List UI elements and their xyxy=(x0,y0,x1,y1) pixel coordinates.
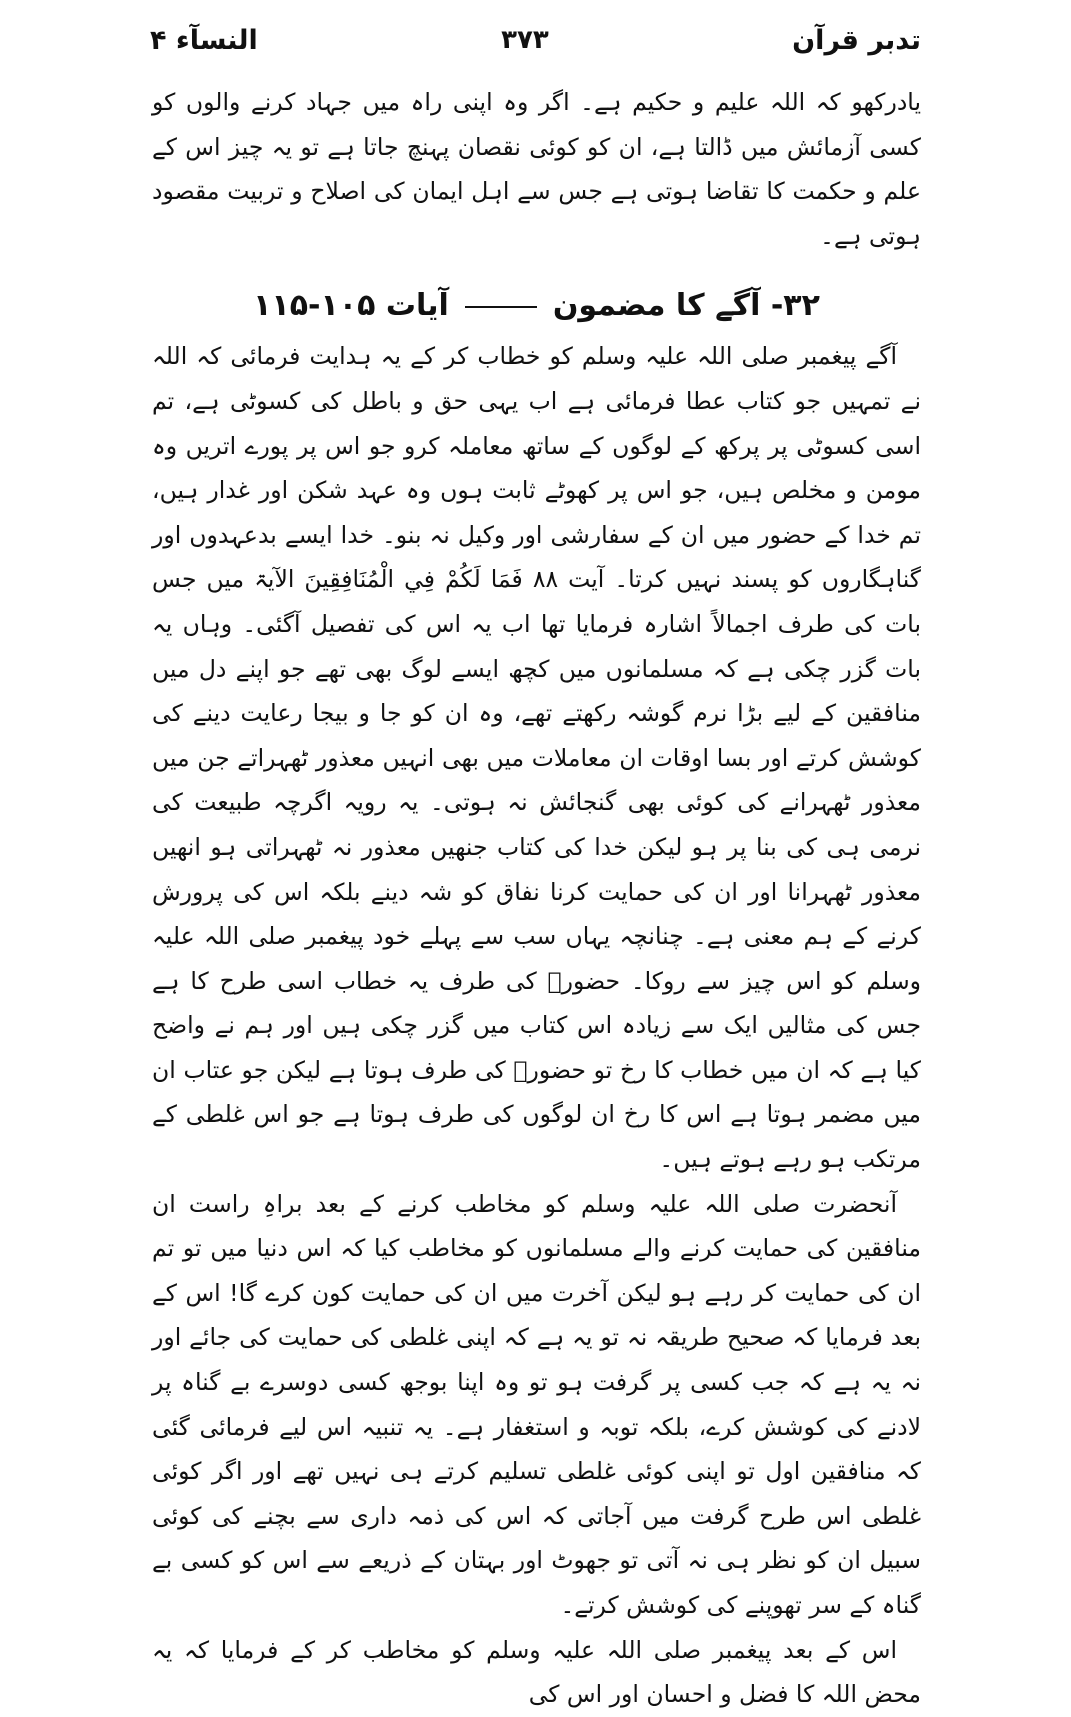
heading-separator xyxy=(465,306,537,308)
page-number: ۳۷۳ xyxy=(501,25,549,55)
page-body xyxy=(152,80,921,1717)
book-title: تدبر قرآن xyxy=(792,24,921,56)
section-verses: آیات ۱۰۵-۱۱۵ xyxy=(253,288,449,324)
intro-paragraph: یادرکھو کہ اللہ علیم و حکیم ہے۔ اگر وہ اپنی راہ میں جہاد کرنے والوں کو کسی آزمائش میں ڈالتا ہے، ان کو کوئی نقصان پہنچ جاتا ہے تو یہ چیز اس کے علم و حکمت کا تقاضا ہوتی ہے جس سے اہل ایمان کی اصلاح و تربیت مقصود ہوتی ہے۔ xyxy=(152,88,921,250)
surah-name: النسآء ۴ xyxy=(150,24,258,56)
page-header xyxy=(150,20,921,60)
body-paragraph: اس کے بعد پیغمبر صلی اللہ علیہ وسلم کو مخاطب کر کے فرمایا کہ یہ محض اللہ کا فضل و احسان اور اس کی xyxy=(152,1635,921,1709)
section-title: ۳۲- آگے کا مضمون xyxy=(552,288,820,324)
body-paragraph: آگے پیغمبر صلی اللہ علیہ وسلم کو خطاب کر کے یہ ہدایت فرمائی کہ اللہ نے تمہیں جو کتاب عطا فرمائی ہے اب یہی حق و باطل کی کسوٹی ہے، تم اسی کسوٹی پر پرکھ کے لوگوں کے ساتھ معاملہ کرو جو اس پر پورے اتریں وہ مومن و مخلص ہیں، جو اس پر کھوٹے ثابت ہوں وہ عہد شکن اور غدار ہیں، تم خدا کے حضور میں ان کے سفارشی اور وکیل نہ بنو۔ خدا ایسے بدعہدوں اور گناہگاروں کو پسند نہیں کرتا۔ آیت ۸۸ فَمَا لَكُمْ فِي الْمُنَافِقِينَ الآیۃ میں جس بات کی طرف اجمالاً اشارہ فرمایا تھا اب یہ اس کی تفصیل آگئی۔ وہاں یہ بات گزر چکی ہے کہ مسلمانوں میں کچھ ایسے لوگ بھی تھے جو اپنے دل میں منافقین کے لیے بڑا نرم گوشہ رکھتے تھے، وہ ان کو جا و بیجا رعایت دینے کی کوشش کرتے اور بسا اوقات ان معاملات میں بھی انہیں معذور ٹھہراتے جن میں معذور ٹھہرانے کی کوئی بھی گنجائش نہ ہوتی۔ یہ رویہ اگرچہ طبیعت کی نرمی ہی کی بنا پر ہو لیکن خدا کی کتاب جنھیں معذور نہ ٹھہراتی ہو انھیں معذور ٹھہرانا اور ان کی حمایت کرنا نفاق کو شہ دینے بلکہ اس کی پرورش کرنے کے ہم معنی ہے۔ چنانچہ یہاں سب سے پہلے خود پیغمبر صلی اللہ علیہ وسلم کو اس چیز سے روکا۔ حضورؐ کی طرف یہ خطاب اسی طرح کا ہے جس کی مثالیں ایک سے زیادہ اس کتاب میں گزر چکی ہیں اور ہم نے واضح کیا ہے کہ ان میں خطاب کا رخ تو حضورؐ کی طرف ہوتا ہے لیکن جو عتاب ان میں مضمر ہوتا ہے اس کا رخ ان لوگوں کی طرف ہوتا ہے جو اس غلطی کے مرتکب ہو رہے ہوتے ہیں۔ xyxy=(152,342,921,1174)
section-heading xyxy=(152,284,921,328)
body-paragraph: آنحضرت صلی اللہ علیہ وسلم کو مخاطب کرنے کے بعد براہِ راست ان منافقین کی حمایت کرنے والے مسلمانوں کو مخاطب کیا کہ اس دنیا میں تو تم ان کی حمایت کر رہے ہو لیکن آخرت میں ان کی حمایت کون کرے گا! اس کے بعد فرمایا کہ صحیح طریقہ نہ تو یہ ہے کہ اپنی غلطی کی حمایت کی جائے اور نہ یہ ہے کہ جب کسی پر گرفت ہو تو وہ اپنا بوجھ کسی دوسرے بے گناہ پر لادنے کی کوشش کرے، بلکہ توبہ و استغفار ہے۔ یہ تنبیہ اس لیے فرمائی گئی کہ منافقین اول تو اپنی کوئی غلطی تسلیم کرتے ہی نہیں تھے اور اگر کوئی غلطی اس طرح گرفت میں آجاتی کہ اس کی ذمہ داری سے بچنے کی کوئی سبیل ان کو نظر ہی نہ آتی تو جھوٹ اور بہتان کے ذریعے سے اس کو کسی بے گناہ کے سر تھوپنے کی کوشش کرتے۔ xyxy=(152,1189,921,1619)
